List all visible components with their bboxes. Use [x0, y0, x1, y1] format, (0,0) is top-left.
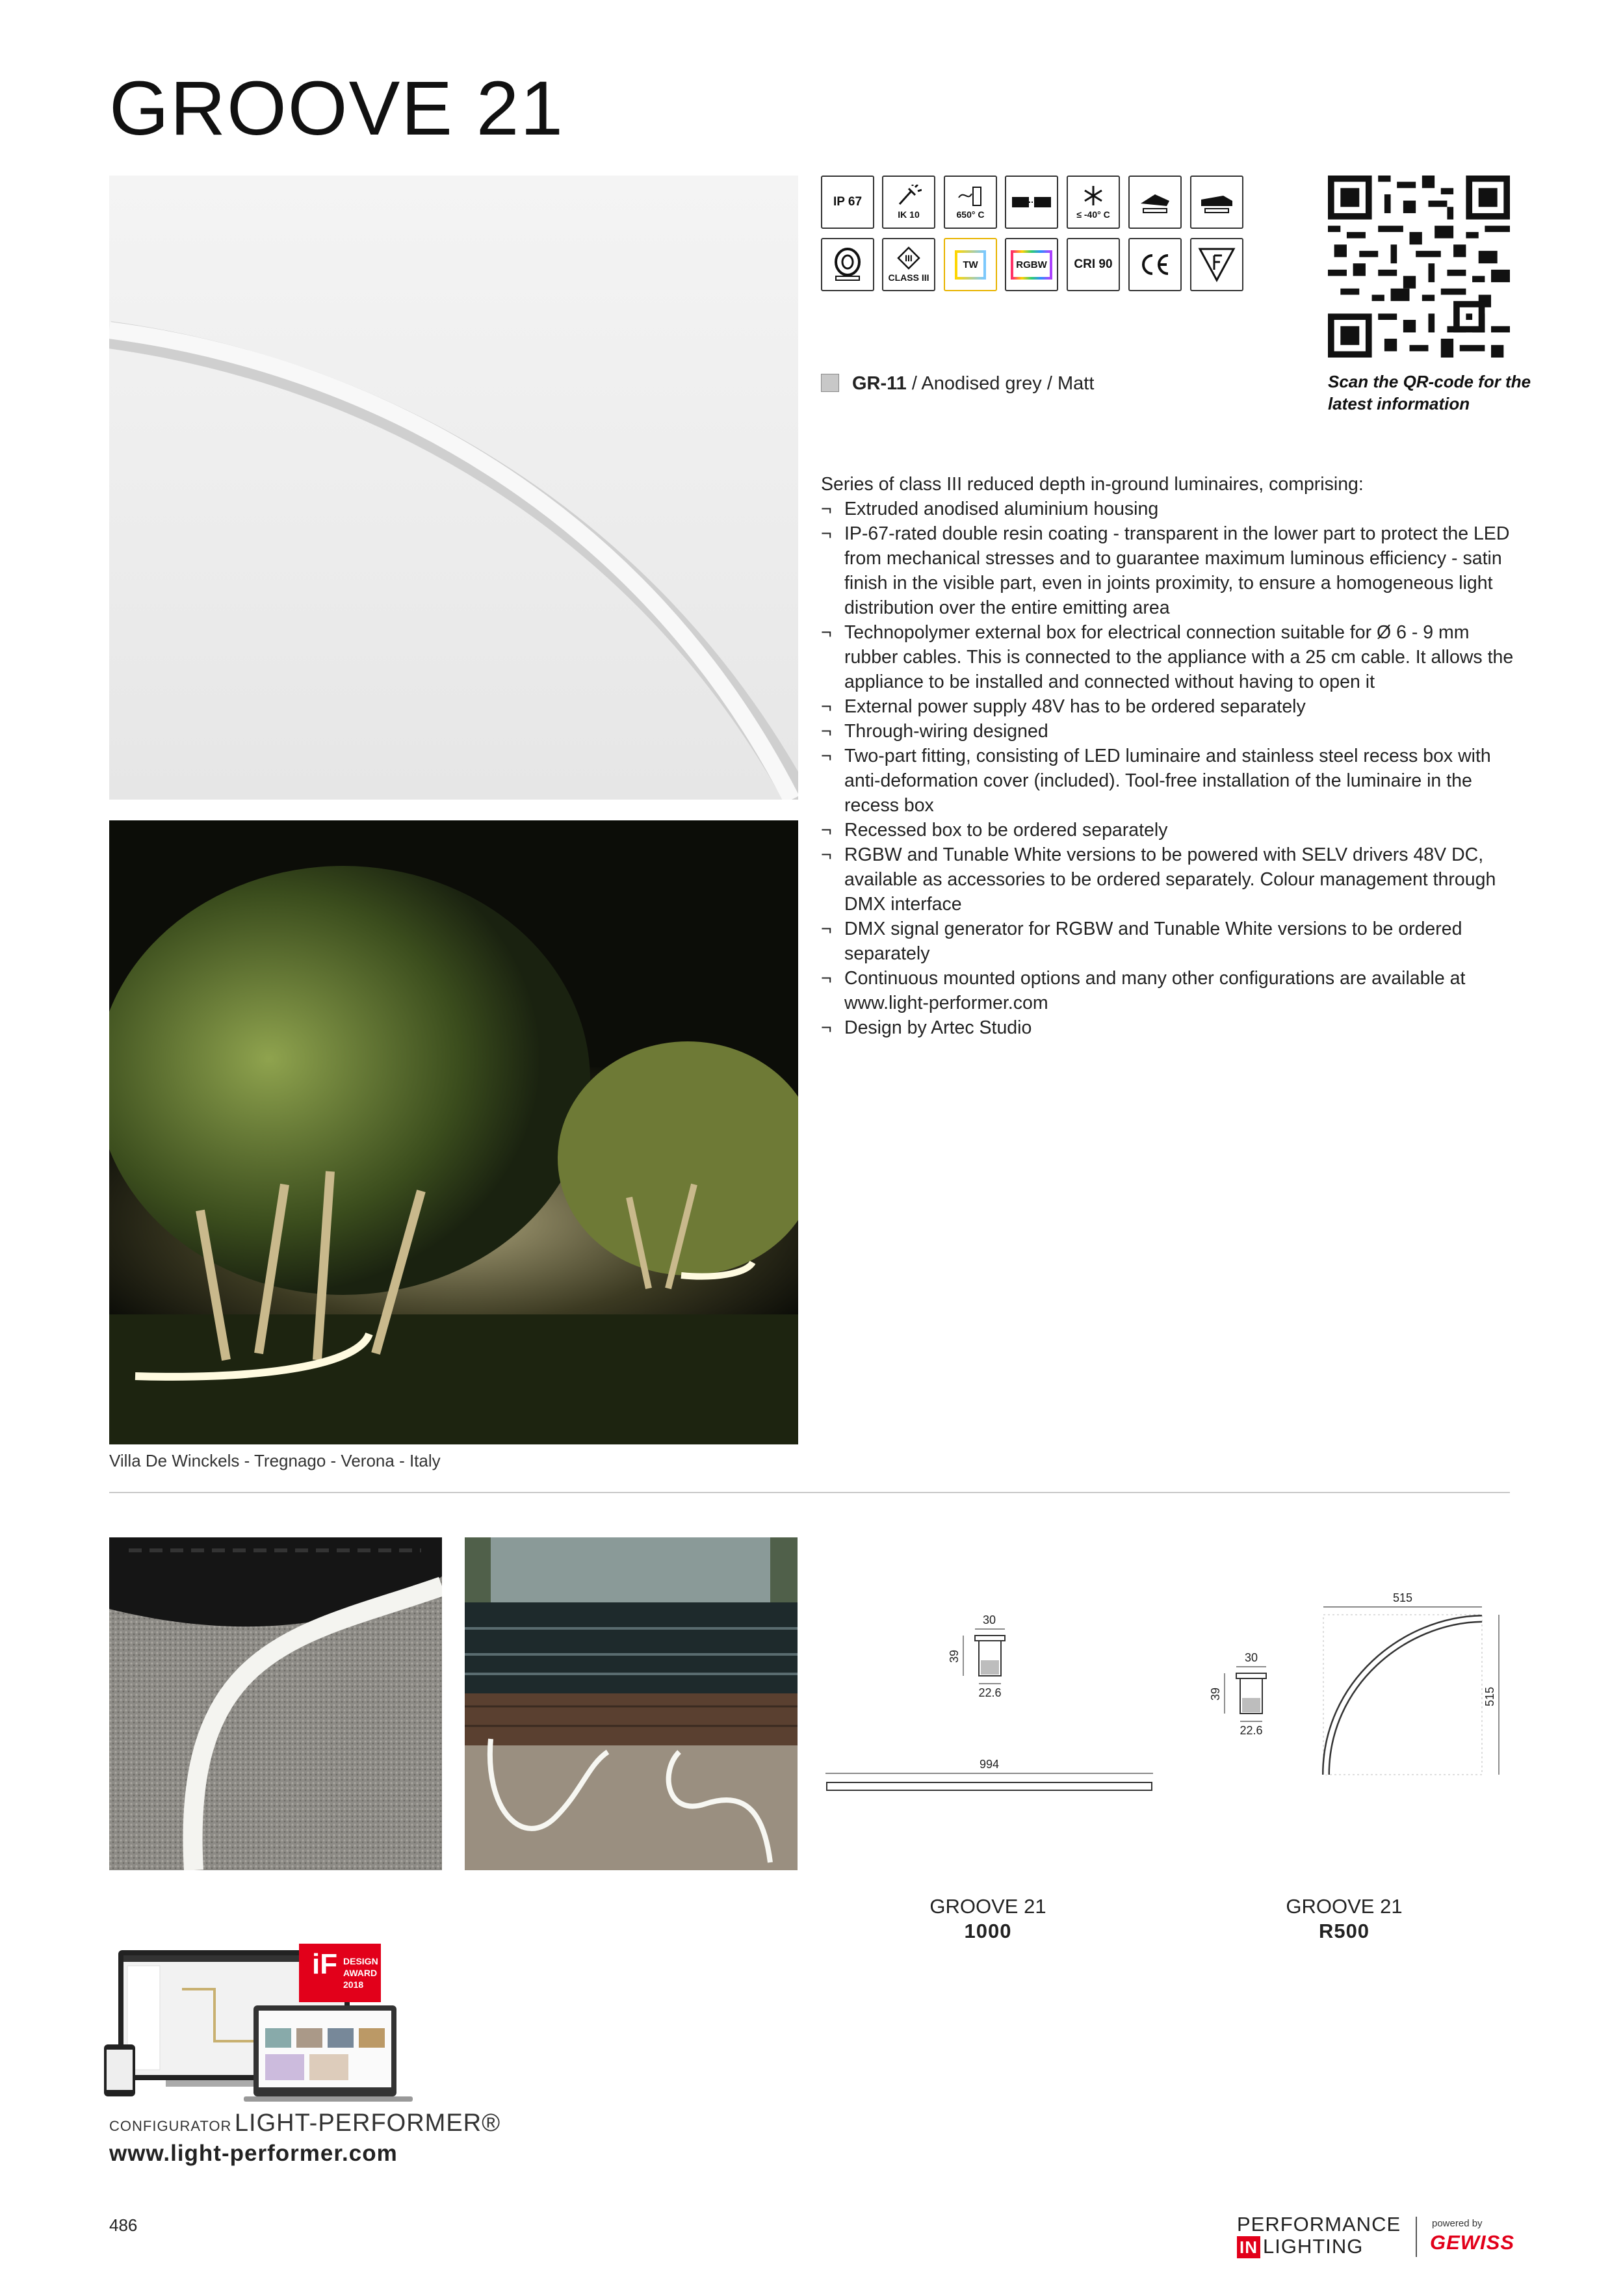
walkover-icon — [1128, 176, 1182, 229]
product-description — [821, 472, 1520, 1040]
vehicle-load-icon — [821, 238, 874, 291]
brand-line1: PERFORMANCE — [1237, 2213, 1401, 2236]
footer-separator — [1416, 2217, 1417, 2257]
page-title: GROOVE 21 — [109, 66, 565, 151]
product-photo — [109, 176, 798, 800]
dim-width-label: 30 — [982, 1613, 996, 1626]
feature-item: ¬ RGBW and Tunable White versions to be powered with SELV drivers 48V DC, available as accessories to be ordered separately. Colour management through DMX interface — [821, 842, 1520, 917]
feature-list — [821, 497, 1520, 1040]
dim-height-label: 39 — [1209, 1687, 1222, 1701]
product-label-1000 — [858, 1894, 1118, 1944]
feature-item: ¬ Recessed box to be ordered separately — [821, 818, 1520, 842]
dim-span-x-label: 515 — [1392, 1591, 1413, 1604]
dim-height-label: 39 — [948, 1649, 961, 1663]
glow-wire-icon: 650° C — [944, 176, 997, 229]
svg-text:2018: 2018 — [343, 1979, 364, 1990]
feature-item: ¬ DMX signal generator for RGBW and Tunable White versions to be ordered separately — [821, 917, 1520, 966]
finish-code: GR-11 — [852, 373, 907, 394]
svg-text:AWARD: AWARD — [343, 1968, 378, 1978]
configurator-name: LIGHT-PERFORMER® — [234, 2109, 501, 2137]
curve-profile-drawing — [1196, 1586, 1521, 1807]
award-brand: iF — [312, 1948, 338, 1980]
product-name: GROOVE 21 — [929, 1895, 1046, 1918]
product-name: GROOVE 21 — [1286, 1895, 1403, 1918]
performance-in-lighting-logo — [1237, 2213, 1401, 2258]
configurator-devices-image[interactable] — [104, 1944, 416, 2106]
garden-night-photo — [109, 820, 798, 1444]
finish-swatch — [821, 374, 839, 392]
photo-caption: Villa De Winckels - Tregnago - Verona - Italy — [109, 1451, 441, 1470]
low-temperature-icon: ≤ -40° C — [1067, 176, 1120, 229]
class-iii-icon: III CLASS III — [882, 238, 935, 291]
product-label-r500 — [1214, 1894, 1474, 1944]
cri-icon: CRI 90 — [1067, 238, 1120, 291]
svg-text:III: III — [905, 253, 913, 263]
rgbw-icon: RGBW — [1005, 238, 1058, 291]
finish-description: / Anodised grey / Matt — [906, 373, 1095, 394]
powered-by-label: powered by — [1432, 2218, 1483, 2229]
bridge-water-photo — [465, 1537, 798, 1870]
configurator-title — [109, 2109, 500, 2137]
brand-line2: LIGHTING — [1263, 2235, 1364, 2258]
ce-mark-icon — [1128, 238, 1182, 291]
gewiss-logo: GEWISS — [1430, 2231, 1515, 2254]
feature-item: ¬ Through-wiring designed — [821, 719, 1520, 744]
product-code: 1000 — [964, 1920, 1012, 1942]
dim-span-y-label: 515 — [1483, 1686, 1496, 1707]
dim-length-label: 994 — [979, 1758, 1000, 1771]
configurator-link[interactable]: www.light-performer.com — [109, 2141, 398, 2166]
drive-over-icon — [1190, 176, 1243, 229]
configurator-prefix: CONFIGURATOR — [109, 2118, 232, 2134]
page-number: 486 — [109, 2215, 138, 2235]
brand-in: IN — [1237, 2236, 1260, 2258]
feature-item: ¬ Continuous mounted options and many other configurations are available at www.light-performer.com — [821, 966, 1520, 1015]
dim-inner-label: 22.6 — [978, 1686, 1002, 1699]
description-intro: Series of class III reduced depth in-ground luminaires, comprising: — [821, 474, 1364, 495]
linear-profile-drawing — [819, 1606, 1170, 1807]
tyre-gravel-photo — [109, 1537, 442, 1870]
divider — [109, 1492, 1510, 1493]
feature-item: ¬ Two-part fitting, consisting of LED luminaire and stainless steel recess box with anti-deformation cover (included). Tool-free installation of the luminaire in the recess box — [821, 744, 1520, 818]
ip67-icon: IP 67 — [821, 176, 874, 229]
qr-code[interactable] — [1328, 176, 1510, 358]
feature-item: ¬ External power supply 48V has to be ordered separately — [821, 694, 1520, 719]
tunable-white-icon: TW — [944, 238, 997, 291]
feature-item: ¬ IP-67-rated double resin coating - transparent in the lower part to protect the LED from mechanical stresses and to guarantee maximum luminous efficiency - satin finish in the visible part, even in joints proximity, to ensure a homogeneous light distribution over the entire emitting area — [821, 521, 1520, 620]
ik10-impact-icon: IK 10 — [882, 176, 935, 229]
finish-option — [821, 373, 1094, 395]
product-code: R500 — [1318, 1920, 1370, 1942]
svg-text:DESIGN: DESIGN — [343, 1956, 378, 1966]
dim-width-label: 30 — [1244, 1651, 1258, 1664]
f-mark-icon — [1190, 238, 1243, 291]
feature-item: ¬ Technopolymer external box for electrical connection suitable for Ø 6 - 9 mm rubber cables. This is connected to the appliance with a 25 cm cable. It allows the appliance to be installed and connected without having to open it — [821, 620, 1520, 694]
feature-item: ¬ Extruded anodised aluminium housing — [821, 497, 1520, 521]
linkable-icon — [1005, 176, 1058, 229]
dim-inner-label: 22.6 — [1240, 1724, 1263, 1737]
qr-caption: Scan the QR-code for the latest information — [1328, 372, 1531, 413]
feature-item: ¬ Design by Artec Studio — [821, 1015, 1520, 1040]
